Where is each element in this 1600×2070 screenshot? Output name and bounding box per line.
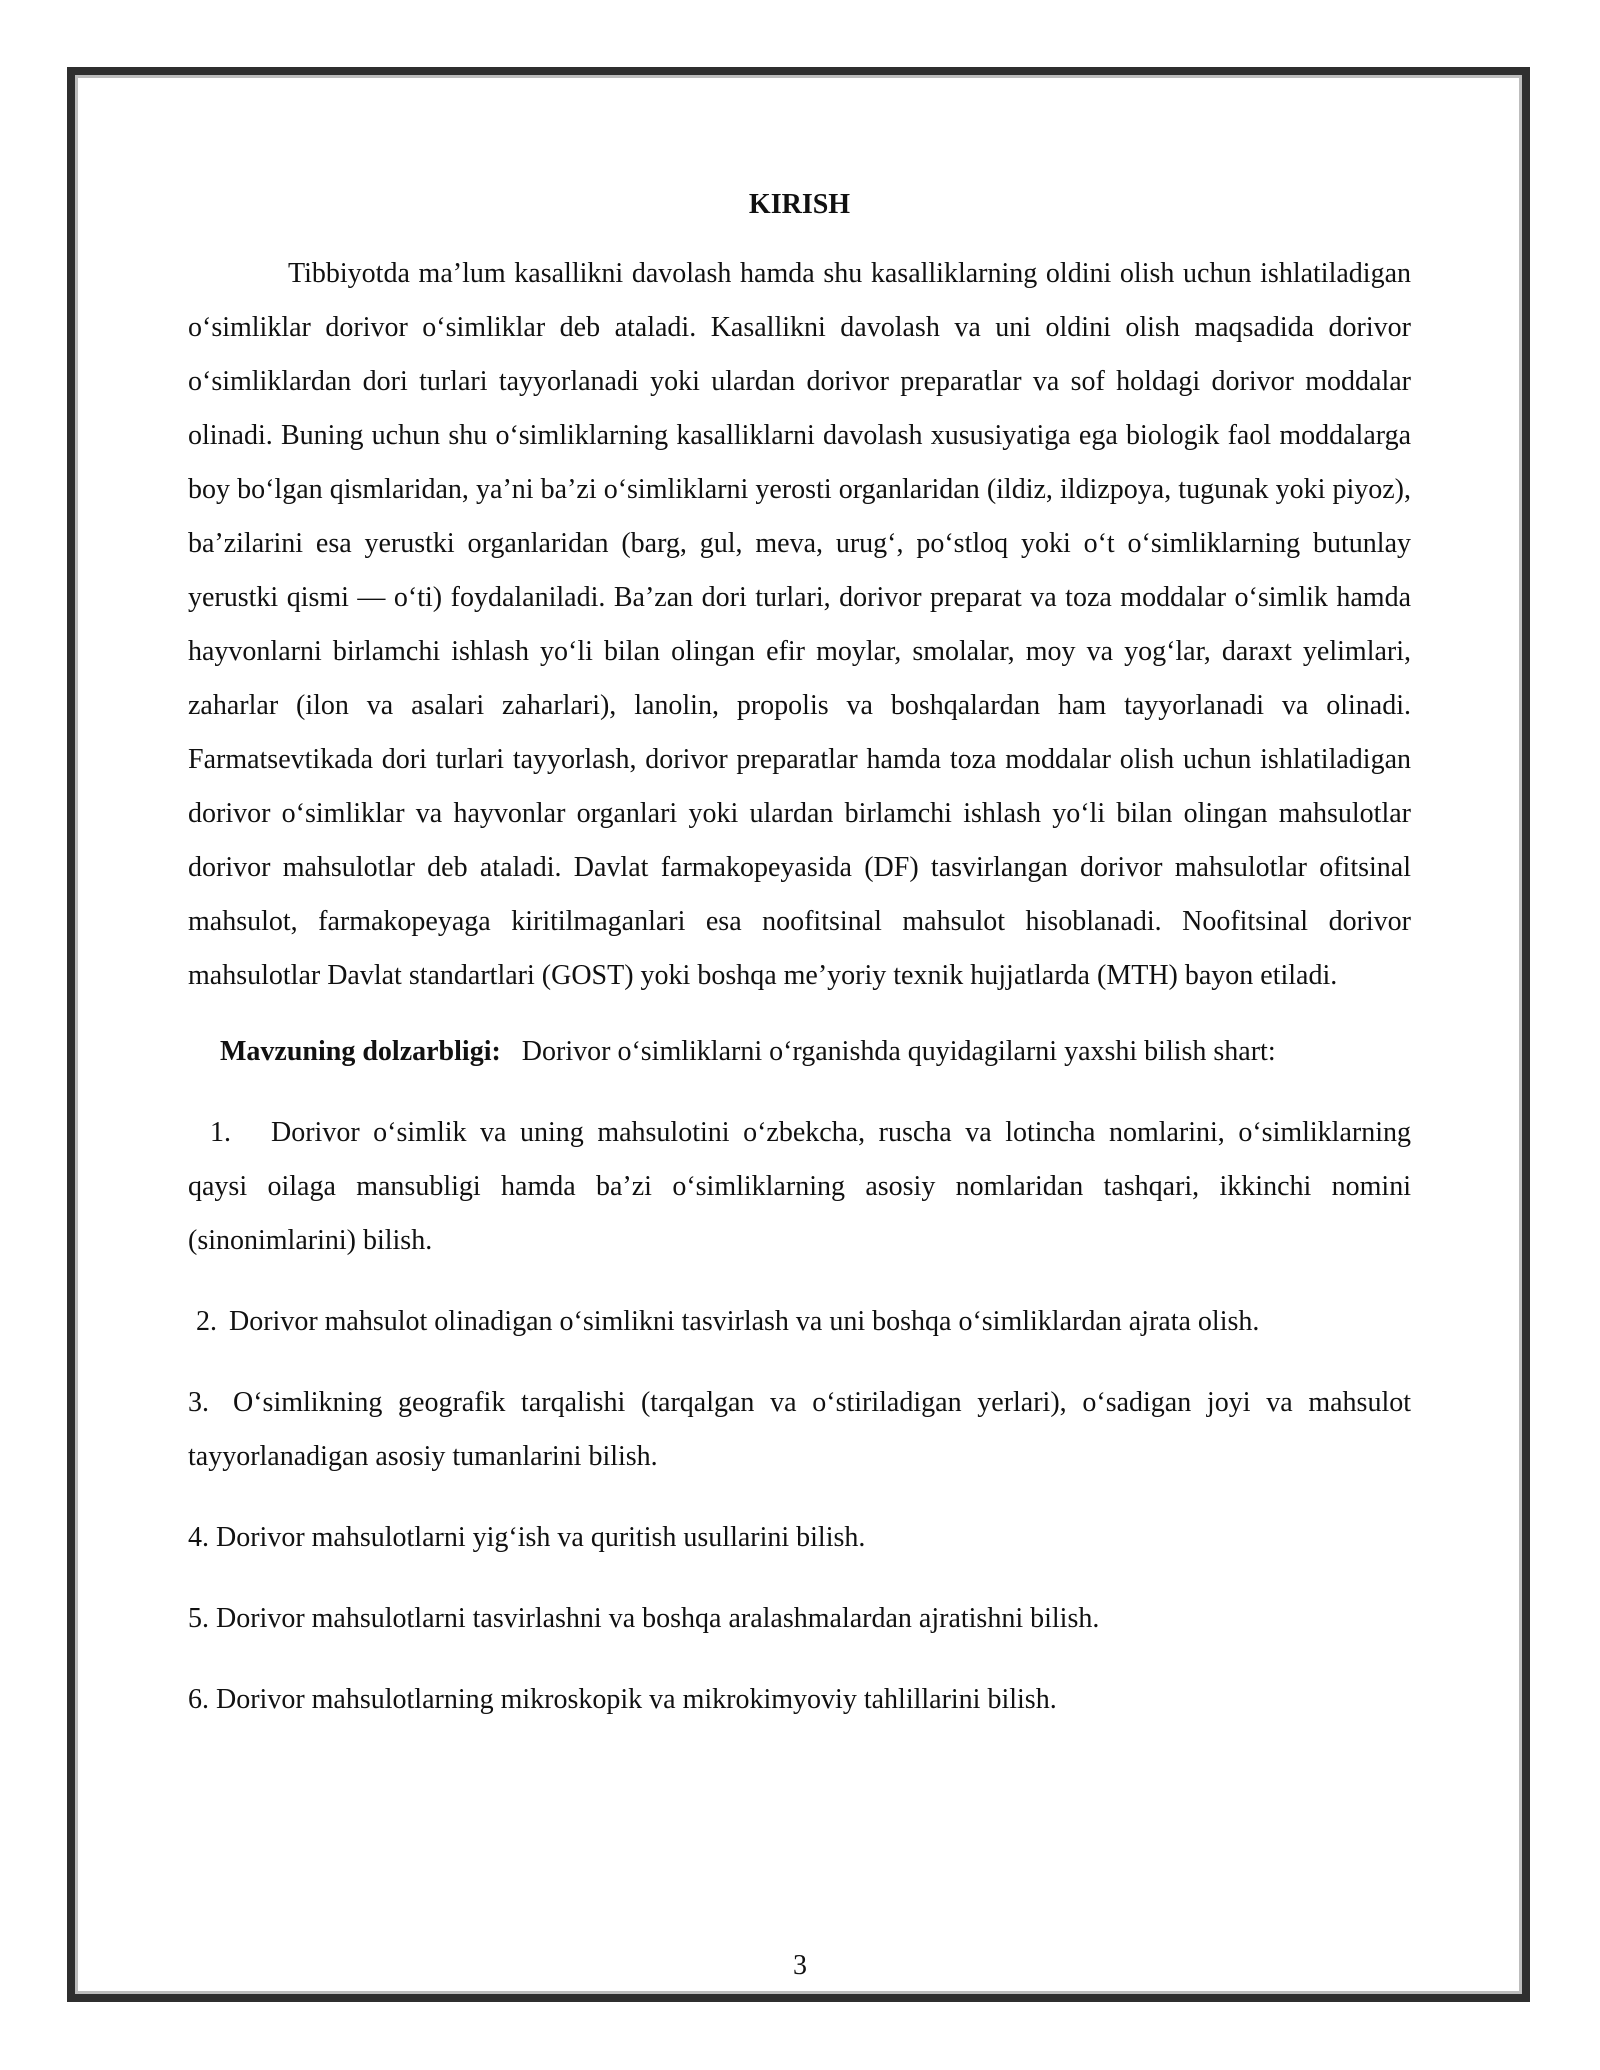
page-content: [188, 185, 1411, 1727]
page-number: 3: [793, 1950, 807, 1981]
list-item-number: 2.: [196, 1306, 217, 1337]
page-title: KIRISH: [748, 189, 851, 220]
section-relevance: [188, 1025, 1411, 1079]
list-item: [188, 1592, 1411, 1646]
list-item-text: Dorivor o‘simlik va uning mahsulotini o‘zbekcha, ruscha va lotincha nomlarini, o‘simliklarning qaysi oilaga mansubligi hamda ba’zi o‘simliklarning asosiy nomlaridan tashqari, ikkinchi nomini (sinonimlarini) bilish.: [188, 1117, 1411, 1256]
list-item: [188, 1511, 1411, 1565]
list-item-text: Dorivor mahsulotlarni yig‘ish va quritish usullarini bilish.: [216, 1522, 866, 1553]
list-item-text: Dorivor mahsulot olinadigan o‘simlikni tasvirlash va uni boshqa o‘simliklardan ajrata olish.: [229, 1306, 1260, 1337]
list-item-text: Dorivor mahsulotlarni tasvirlashni va boshqa aralashmalardan ajratishni bilish.: [216, 1603, 1100, 1634]
list-item: [188, 1376, 1411, 1484]
list-item-number: 5.: [188, 1603, 209, 1634]
section-intro-text: Dorivor o‘simliklarni o‘rganishda quyidagilarni yaxshi bilish shart:: [521, 1036, 1276, 1067]
intro-paragraph: Tibbiyotda ma’lum kasallikni davolash hamda shu kasalliklarning oldini olish uchun ishlatiladigan o‘simliklar dorivor o‘simliklar deb ataladi. Kasallikni davolash va uni oldini olish maqsadida dorivor o‘simliklardan dori turlari tayyorlanadi yoki ulardan dorivor preparatlar va sof holdagi dorivor moddalar olinadi. Buning uchun shu o‘simliklarning kasalliklarni davolash xususiyatiga ega biologik faol moddalarga boy bo‘lgan qismlaridan, ya’ni ba’zi o‘simliklarni yerosti organlaridan (ildiz, ildizpoya, tugunak yoki piyoz), ba’zilarini esa yerustki organlaridan (barg, gul, meva, urug‘, po‘stloq yoki o‘t o‘simliklarning butunlay yerustki qismi — o‘ti) foydalaniladi. Ba’zan dori turlari, dorivor preparat va toza moddalar o‘simlik hamda hayvonlarni birlamchi ishlash yo‘li bilan olingan efir moylar, smolalar, moy va yog‘lar, daraxt yelimlari, zaharlar (ilon va asalari zaharlari), lanolin, propolis va boshqalardan ham tayyorlanadi va olinadi. Farmatsevtikada dori turlari tayyorlash, dorivor preparatlar hamda toza moddalar olish uchun ishlatiladigan dorivor o‘simliklar va hayvonlar organlari yoki ulardan birlamchi ishlash yo‘li bilan olingan mahsulotlar dorivor mahsulotlar deb ataladi. Davlat farmakopeyasida (DF) tasvirlangan dorivor mahsulotlar ofitsinal mahsulot, farmakopeyaga kiritilmaganlari esa noofitsinal mahsulot hisoblanadi. Noofitsinal dorivor mahsulotlar Davlat standartlari (GOST) yoki boshqa me’yoriy texnik hujjatlarda (MTH) bayon etiladi.: [188, 258, 1411, 991]
list-item-text: O‘simlikning geografik tarqalishi (tarqalgan va o‘stiriladigan yerlari), o‘sadigan joyi va mahsulot tayyorlanadigan asosiy tumanlarini bilish.: [188, 1387, 1411, 1472]
list-item-number: 3.: [188, 1387, 209, 1418]
list-item-number: 1.: [210, 1117, 231, 1148]
list-item-text: Dorivor mahsulotlarning mikroskopik va mikrokimyoviy tahlillarini bilish.: [216, 1684, 1057, 1715]
section-heading: Mavzuning dolzarbligi:: [220, 1036, 501, 1067]
list-item: [188, 1295, 1411, 1349]
list-item: [188, 1673, 1411, 1727]
list-item: [188, 1106, 1411, 1268]
list-item-number: 4.: [188, 1522, 209, 1553]
section-intro: [508, 1036, 1276, 1067]
list-item-number: 6.: [188, 1684, 209, 1715]
